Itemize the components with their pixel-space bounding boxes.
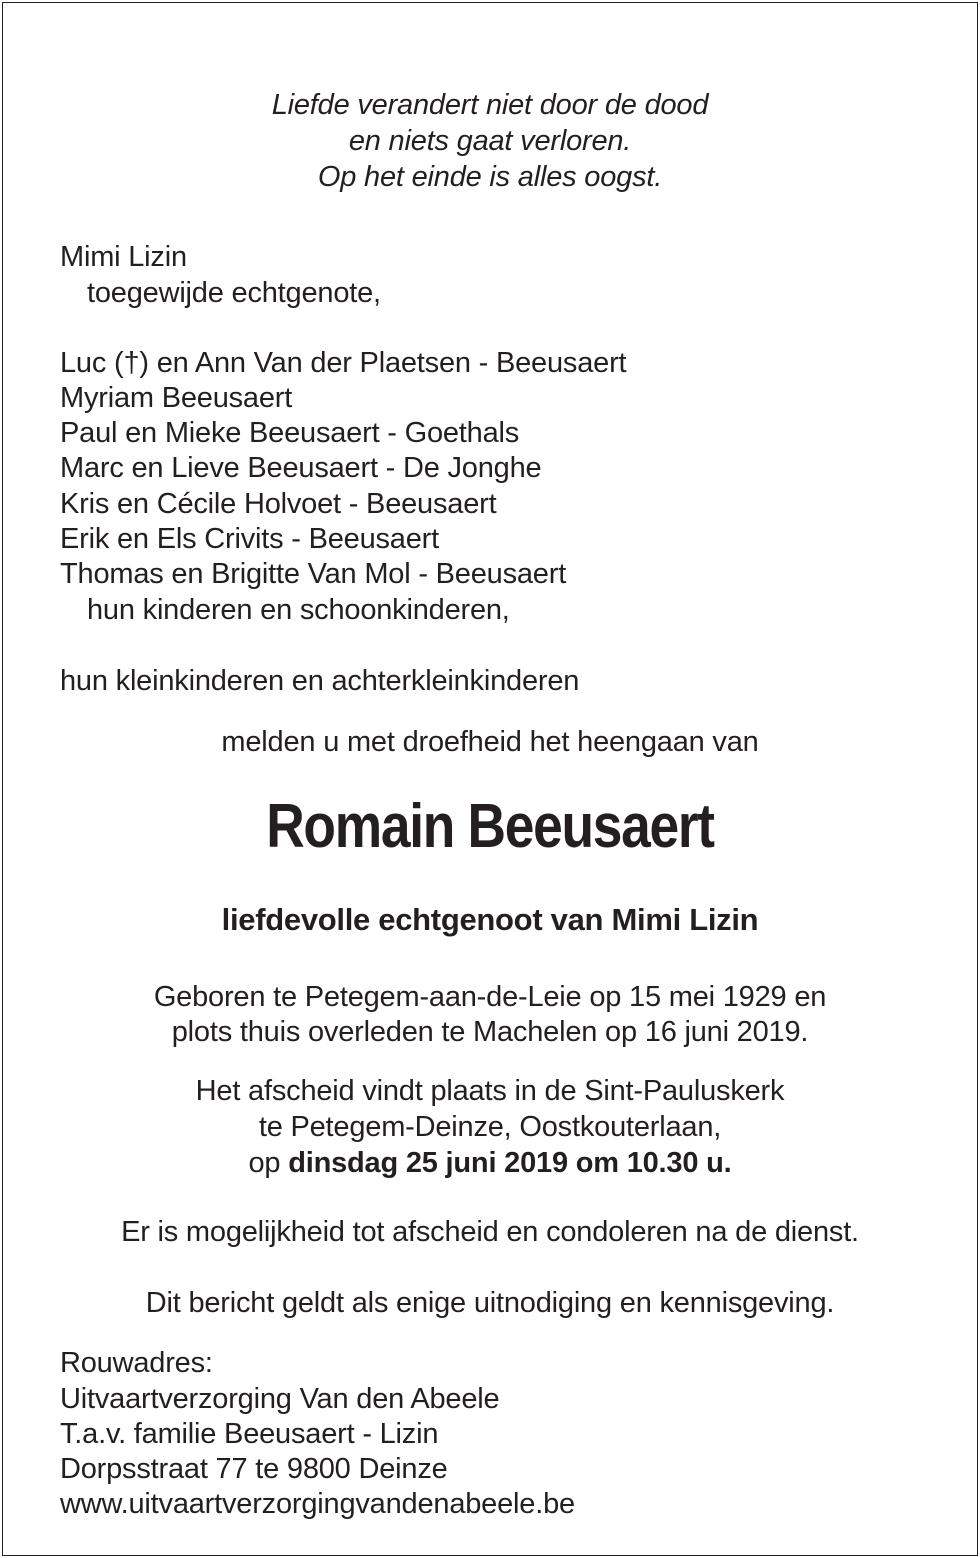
address-line-2: T.a.v. familie Beeusaert - Lizin [60,1418,439,1450]
children-role: hun kinderen en schoonkinderen, [87,594,510,626]
ceremony-line-2: te Petegem-Deinze, Oostkouterlaan, [258,1111,722,1143]
address-website: www.uitvaartverzorgingvandenabeele.be [60,1488,575,1520]
ceremony-line-1: Het afscheid vindt plaats in de Sint-Pauluskerk [195,1075,785,1107]
child-line-3: Paul en Mieke Beeusaert - Goethals [60,417,520,449]
death-line: plots thuis overleden te Machelen op 16 juni 2019. [171,1016,809,1048]
spouse-name: Mimi Lizin [60,241,187,273]
ceremony-datetime-line [0,1146,980,1181]
birth-line: Geboren te Petegem-aan-de-Leie op 15 mei 1929 en [153,981,827,1013]
poem-line-3: Op het einde is alles oogst. [317,161,663,193]
grandchildren-line: hun kleinkinderen en achterkleinkinderen [60,665,580,697]
deceased-name: Romain Beeusaert [266,792,714,861]
address-line-3: Dorpsstraat 77 te 9800 Deinze [60,1453,448,1485]
child-line-6: Erik en Els Crivits - Beeusaert [60,523,439,555]
poem-line-1: Liefde verandert niet door de dood [271,89,709,121]
deceased-subtitle: liefdevolle echtgenoot van Mimi Lizin [221,902,759,937]
notice-line: Dit bericht geldt als enige uitnodiging en kennisgeving. [145,1287,835,1319]
child-line-7: Thomas en Brigitte Van Mol - Beeusaert [60,558,567,590]
child-line-2: Myriam Beeusaert [60,382,293,414]
announcement-line: melden u met droefheid het heengaan van [221,726,759,758]
address-line-1: Uitvaartverzorging Van den Abeele [60,1383,500,1415]
address-label: Rouwadres: [60,1347,213,1379]
condolences-line: Er is mogelijkheid tot afscheid en condoleren na de dienst. [121,1216,859,1248]
notice-border [2,2,978,1556]
child-line-5: Kris en Cécile Holvoet - Beeusaert [60,488,497,520]
child-line-4: Marc en Lieve Beeusaert - De Jonghe [60,452,542,484]
ceremony-prefix: op [248,1147,281,1179]
ceremony-datetime: dinsdag 25 juni 2019 om 10.30 u. [288,1147,732,1179]
child-line-1: Luc (†) en Ann Van der Plaetsen - Beeusaert [60,347,627,379]
poem-line-2: en niets gaat verloren. [348,125,632,157]
spouse-role: toegewijde echtgenote, [87,277,381,309]
